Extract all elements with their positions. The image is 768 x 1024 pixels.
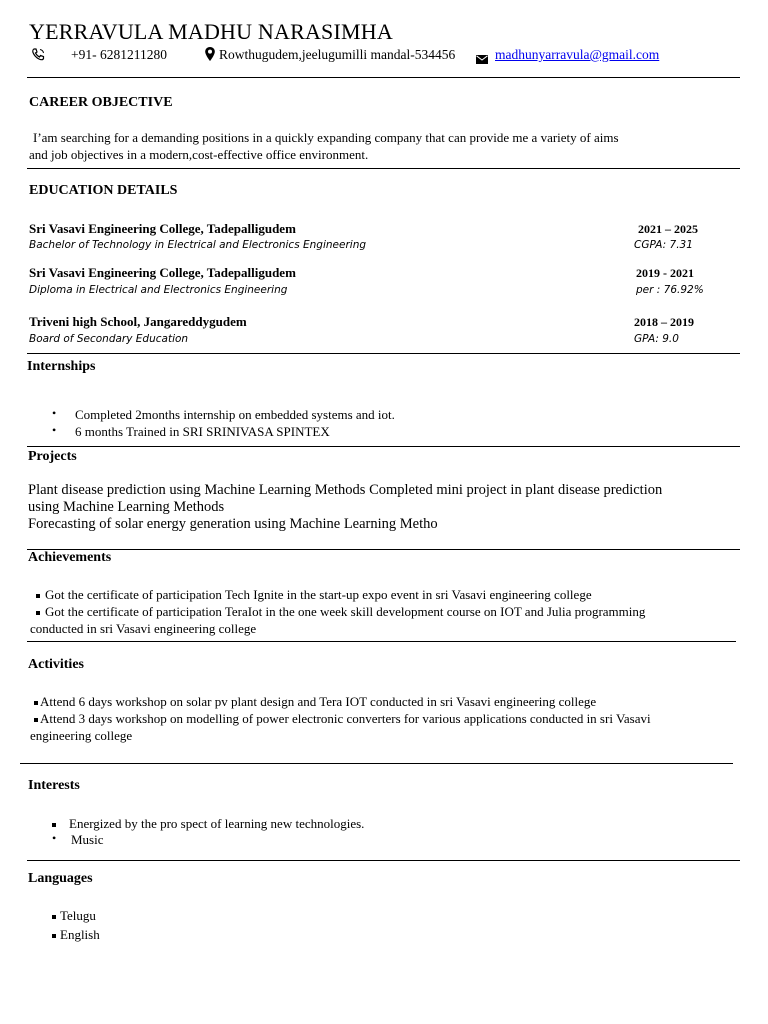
square-bullet — [34, 701, 38, 705]
divider — [27, 353, 740, 354]
interest-text: Energized by the pro spect of learning new technologies. — [69, 816, 365, 831]
education-score: CGPA: 7.31 — [634, 239, 693, 251]
activity-item — [34, 693, 596, 710]
bullet: • — [52, 423, 57, 437]
square-bullet — [52, 823, 56, 827]
square-bullet — [34, 718, 38, 722]
location-pin-icon — [204, 46, 216, 67]
internship-item: Completed 2months internship on embedded systems and iot. — [75, 407, 395, 422]
project-line: Plant disease prediction using Machine Learning Methods Completed mini project in plant disease prediction — [28, 482, 663, 498]
language-item — [52, 926, 100, 943]
square-bullet — [36, 594, 40, 598]
education-years: 2019 - 2021 — [636, 266, 694, 280]
divider — [27, 446, 740, 447]
education-degree: Bachelor of Technology in Electrical and Electronics Engineering — [29, 239, 367, 251]
activity-text: Attend 3 days workshop on modelling of power electronic converters for various applications conducted in sri Vasavi — [40, 711, 651, 726]
education-score: GPA: 9.0 — [634, 333, 679, 345]
career-objective-heading: CAREER OBJECTIVE — [29, 95, 173, 110]
divider — [27, 549, 740, 550]
interest-item — [52, 815, 364, 832]
education-score: per : 76.92% — [636, 284, 704, 296]
square-bullet — [52, 934, 56, 938]
candidate-name: YERRAVULA MADHU NARASIMHA — [29, 19, 393, 44]
project-line: using Machine Learning Methods — [28, 499, 225, 515]
bullet: • — [52, 831, 57, 845]
education-heading: EDUCATION DETAILS — [29, 183, 178, 198]
projects-heading: Projects — [28, 449, 77, 464]
email-link[interactable]: madhunyarravula@gmail.com — [495, 47, 660, 62]
interests-heading: Interests — [28, 778, 80, 793]
square-bullet — [36, 611, 40, 615]
career-objective-line: I’am searching for a demanding positions in a quickly expanding company that can provide me a variety of aims — [33, 130, 619, 145]
activity-item — [34, 710, 651, 727]
education-school: Triveni high School, Jangareddygudem — [29, 314, 247, 329]
divider — [27, 77, 740, 78]
divider — [20, 763, 733, 764]
language-text: English — [60, 927, 100, 942]
activities-heading: Activities — [28, 657, 84, 672]
internships-heading: Internships — [27, 359, 96, 374]
education-degree: Board of Secondary Education — [29, 333, 189, 345]
languages-heading: Languages — [28, 871, 93, 886]
education-years: 2021 – 2025 — [638, 222, 698, 236]
divider — [27, 860, 740, 861]
project-line: Forecasting of solar energy generation using Machine Learning Metho — [28, 516, 438, 532]
square-bullet — [52, 915, 56, 919]
interest-item: Music — [71, 832, 104, 847]
activity-line: engineering college — [30, 728, 133, 743]
phone-icon — [31, 48, 45, 66]
divider — [27, 641, 736, 642]
education-school: Sri Vasavi Engineering College, Tadepalligudem — [29, 221, 296, 236]
phone-number: +91- 6281211280 — [71, 47, 167, 62]
activity-text: Attend 6 days workshop on solar pv plant design and Tera IOT conducted in sri Vasavi engineering college — [40, 694, 597, 709]
achievement-item — [36, 603, 645, 620]
achievements-heading: Achievements — [28, 550, 112, 565]
internship-item: 6 months Trained in SRI SRINIVASA SPINTEX — [75, 424, 330, 439]
language-item — [52, 907, 96, 924]
envelope-icon — [476, 51, 488, 69]
bullet: • — [52, 406, 57, 420]
education-years: 2018 – 2019 — [634, 315, 694, 329]
achievement-line: conducted in sri Vasavi engineering college — [30, 621, 257, 636]
career-objective-line: and job objectives in a modern,cost-effective office environment. — [29, 147, 369, 162]
address: Rowthugudem,jeelugumilli mandal-534456 — [219, 47, 456, 62]
education-degree: Diploma in Electrical and Electronics Engineering — [29, 284, 288, 296]
education-school: Sri Vasavi Engineering College, Tadepalligudem — [29, 265, 296, 280]
achievement-text: Got the certificate of participation Tech Ignite in the start-up expo event in sri Vasavi engineering college — [45, 587, 592, 602]
achievement-item — [36, 586, 592, 603]
language-text: Telugu — [60, 908, 96, 923]
divider — [27, 168, 740, 169]
achievement-text: Got the certificate of participation TeraIot in the one week skill development course on IOT and Julia programming — [45, 604, 646, 619]
